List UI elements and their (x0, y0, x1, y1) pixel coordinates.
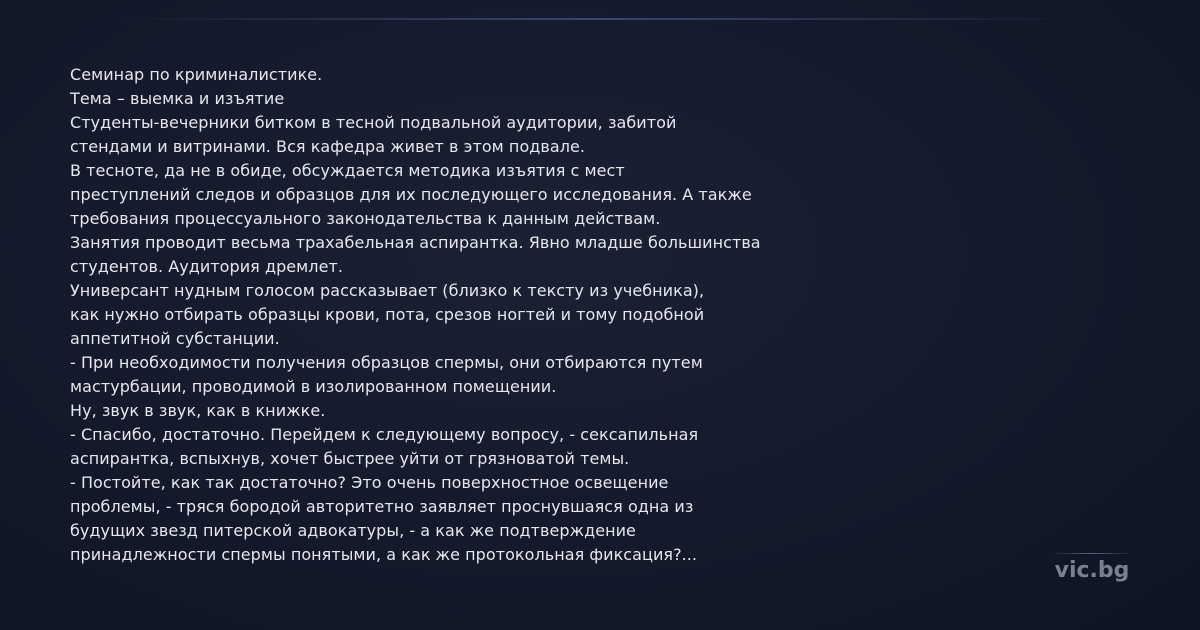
text-line: будущих звезд питерской адвокатуры, - а как же подтверждение (70, 521, 636, 540)
text-line: - Спасибо, достаточно. Перейдем к следующему вопросу, - сексапильная (70, 425, 699, 444)
text-line: Ну, звук в звук, как в книжке. (70, 401, 326, 420)
text-line: аппетитной субстанции. (70, 329, 280, 348)
text-line: аспирантка, вспыхнув, хочет быстрее уйти от грязноватой темы. (70, 449, 630, 468)
text-line: Студенты-вечерники битком в тесной подвальной аудитории, забитой (70, 113, 677, 132)
text-line: проблемы, - тряся бородой авторитетно заявляет проснувшаяся одна из (70, 497, 694, 516)
text-line: преступлений следов и образцов для их последующего исследования. А также (70, 185, 752, 204)
text-line: Семинар по криминалистике. (70, 65, 323, 84)
story-text (70, 63, 830, 567)
site-logo (1050, 553, 1134, 586)
top-divider (120, 18, 1080, 20)
text-line: как нужно отбирать образцы крови, пота, срезов ногтей и тому подобной (70, 305, 705, 324)
text-line: - При необходимости получения образцов спермы, они отбираются путем (70, 353, 703, 372)
text-line: - Постойте, как так достаточно? Это очень поверхностное освещение (70, 473, 669, 492)
text-line: принадлежности спермы понятыми, а как же протокольная фиксация?... (70, 545, 698, 564)
text-line: В тесноте, да не в обиде, обсуждается методика изъятия с мест (70, 161, 625, 180)
text-line: требования процессуального законодательства к данным действам. (70, 209, 661, 228)
logo-text: vic.bg (1054, 558, 1130, 583)
text-line: студентов. Аудитория дремлет. (70, 257, 343, 276)
text-line: мастурбации, проводимой в изолированном помещении. (70, 377, 557, 396)
text-line: Тема – выемка и изъятие (70, 89, 285, 108)
text-line: стендами и витринами. Вся кафедра живет в этом подвале. (70, 137, 586, 156)
logo-divider (1050, 553, 1134, 554)
text-line: Универсант нудным голосом рассказывает (близко к тексту из учебника), (70, 281, 705, 300)
text-line: Занятия проводит весьма трахабельная аспирантка. Явно младше большинства (70, 233, 761, 252)
